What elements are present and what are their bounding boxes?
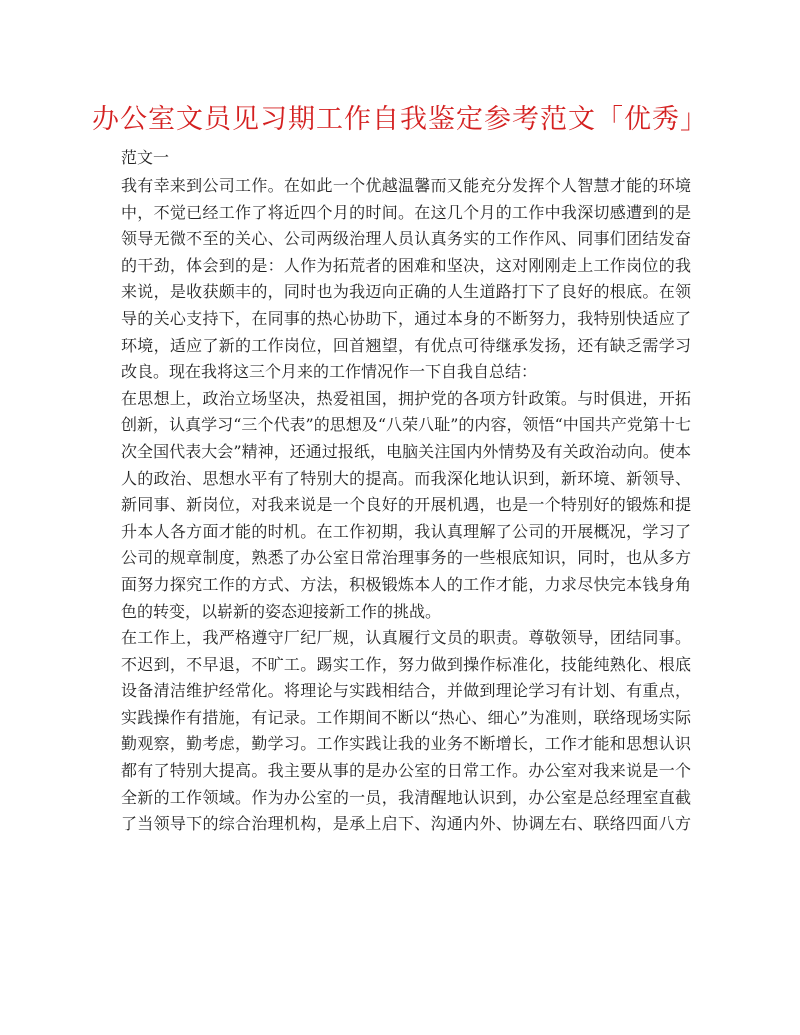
text-line: 来说，是收获颇丰的，同时也为我迈向正确的人生道路打下了良好的根底。在领 xyxy=(121,282,691,302)
text-line: 公司的规章制度，熟悉了办公室日常治理事务的一些根底知识，同时，也从多方 xyxy=(121,548,691,568)
text-line: 改良。现在我将这三个月来的工作情况作一下自我自总结： xyxy=(121,362,538,382)
document-title: 办公室文员见习期工作自我鉴定参考范文「优秀」 xyxy=(92,104,708,135)
text-line: 次全国代表大会”精神，还通过报纸，电脑关注国内外情势及有关政治动向。使本 xyxy=(121,441,691,461)
text-line: 人的政治、思想水平有了特别大的提高。而我深化地认识到，新环境、新领导、 xyxy=(121,468,691,488)
text-line: 的干劲，体会到的是：人作为拓荒者的困难和坚决，这对刚刚走上工作岗位的我 xyxy=(121,255,691,275)
text-line: 导的关心支持下，在同事的热心协助下，通过本身的不断努力，我特别快适应了 xyxy=(121,308,691,328)
text-line: 都有了特别大提高。我主要从事的是办公室的日常工作。办公室对我来说是一个 xyxy=(121,761,691,781)
text-line: 创新，认真学习“三个代表”的思想及“八荣八耻”的内容，领悟“中国共产党第十七 xyxy=(121,415,691,435)
text-line: 环境，适应了新的工作岗位，回首翘望，有优点可待继承发扬，还有缺乏需学习 xyxy=(121,335,691,355)
section-label: 范文一 xyxy=(121,148,170,167)
text-line: 实践操作有措施，有记录。工作期间不断以“热心、细心”为准则，联络现场实际 xyxy=(121,707,691,727)
text-line: 不迟到，不早退，不旷工。踢实工作，努力做到操作标准化，技能纯熟化、根底 xyxy=(121,654,691,674)
text-line: 面努力探究工作的方式、方法，积极锻炼本人的工作才能，力求尽快完本钱身角 xyxy=(121,574,691,594)
text-line: 勤观察，勤考虑，勤学习。工作实践让我的业务不断增长，工作才能和思想认识 xyxy=(121,734,691,754)
text-line: 在工作上，我严格遵守厂纪厂规，认真履行文员的职责。尊敬领导，团结同事。 xyxy=(121,628,691,648)
text-line: 在思想上，政治立场坚决，热爱祖国，拥护党的各项方针政策。与时俱进，开拓 xyxy=(121,388,691,408)
text-line: 色的转变，以崭新的姿态迎接新工作的挑战。 xyxy=(121,601,442,621)
text-line: 新同事、新岗位，对我来说是一个良好的开展机遇，也是一个特别好的锻炼和提 xyxy=(121,495,691,515)
text-line: 领导无微不至的关心、公司两级治理人员认真务实的工作作风、同事们团结发奋 xyxy=(121,229,691,249)
text-line: 设备清洁维护经常化。将理论与实践相结合，并做到理论学习有计划、有重点， xyxy=(121,681,691,701)
text-line: 升本人各方面才能的时机。在工作初期，我认真理解了公司的开展概况，学习了 xyxy=(121,521,691,541)
text-line: 全新的工作领域。作为办公室的一员，我清醒地认识到，办公室是总经理室直截 xyxy=(121,787,691,807)
text-line: 中，不觉已经工作了将近四个月的时间。在这几个月的工作中我深切感遭到的是 xyxy=(121,202,691,222)
text-line: 了当领导下的综合治理机构，是承上启下、沟通内外、协调左右、联络四面八方 xyxy=(121,814,691,834)
document-body xyxy=(121,173,691,838)
text-line: 我有幸来到公司工作。在如此一个优越温馨而又能充分发挥个人智慧才能的环境 xyxy=(121,176,691,195)
